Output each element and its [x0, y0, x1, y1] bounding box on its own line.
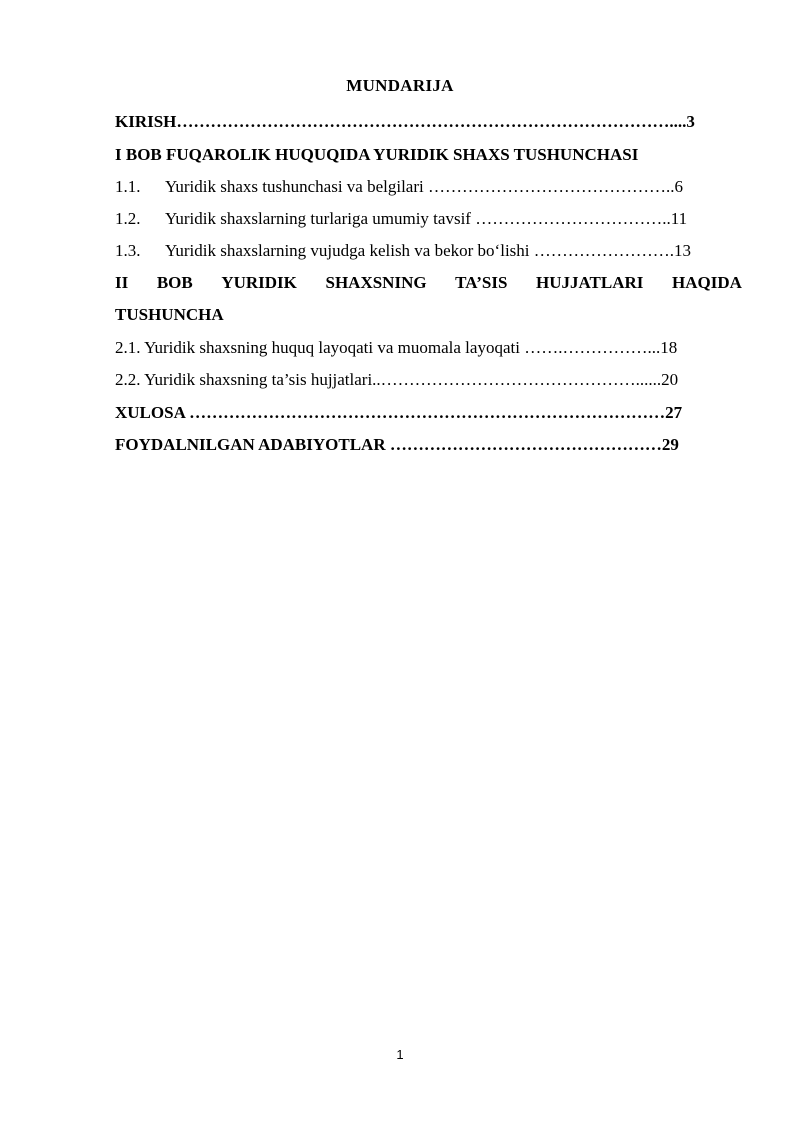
chapter-word: YURIDIK	[221, 273, 297, 292]
toc-entry-2-1: 2.1. Yuridik shaxsning huquq layoqati va muomala layoqati …….……………...18	[115, 338, 678, 357]
toc-entry-kirish: KIRISH……………………………………………………………………………....3	[115, 112, 695, 131]
section-number: 1.1.	[115, 177, 141, 196]
chapter-word: HAQIDA	[672, 273, 742, 292]
toc-entry-chapter-2	[115, 273, 742, 293]
toc-entry-adabiyotlar: FOYDALNILGAN ADABIYOTLAR …………………………………………29	[115, 435, 679, 454]
section-title: Yuridik shaxs tushunchasi va belgilari ……………………………………..6	[165, 177, 683, 196]
toc-entry-1-1	[115, 177, 742, 197]
chapter-word: TA’SIS	[455, 273, 508, 292]
section-number: 1.3.	[115, 241, 141, 260]
toc-entry-xulosa: XULOSA …………………………………………………………………………27	[115, 403, 683, 422]
chapter-word: HUJJATLARI	[536, 273, 644, 292]
toc-title: MUNDARIJA	[346, 76, 454, 95]
chapter-word: II	[115, 273, 129, 292]
toc-entry-chapter-2-continued: TUSHUNCHA	[115, 305, 224, 324]
toc-entry-1-3	[115, 241, 742, 261]
toc-entry-1-2	[115, 209, 742, 229]
page-number: 1	[396, 1047, 404, 1062]
section-title: Yuridik shaxslarning turlariga umumiy tavsif ……………………………..11	[165, 209, 688, 228]
section-title: Yuridik shaxslarning vujudga kelish va bekor bo‘lishi …………………….13	[165, 241, 692, 260]
toc-entry-2-2: 2.2. Yuridik shaxsning ta’sis hujjatlari..………………………………………......20	[115, 370, 679, 389]
chapter-word: SHAXSNING	[325, 273, 427, 292]
section-number: 1.2.	[115, 209, 141, 228]
toc-entry-chapter-1: I BOB FUQAROLIK HUQUQIDA YURIDIK SHAXS TUSHUNCHASI	[115, 145, 639, 164]
chapter-word: BOB	[156, 273, 193, 292]
